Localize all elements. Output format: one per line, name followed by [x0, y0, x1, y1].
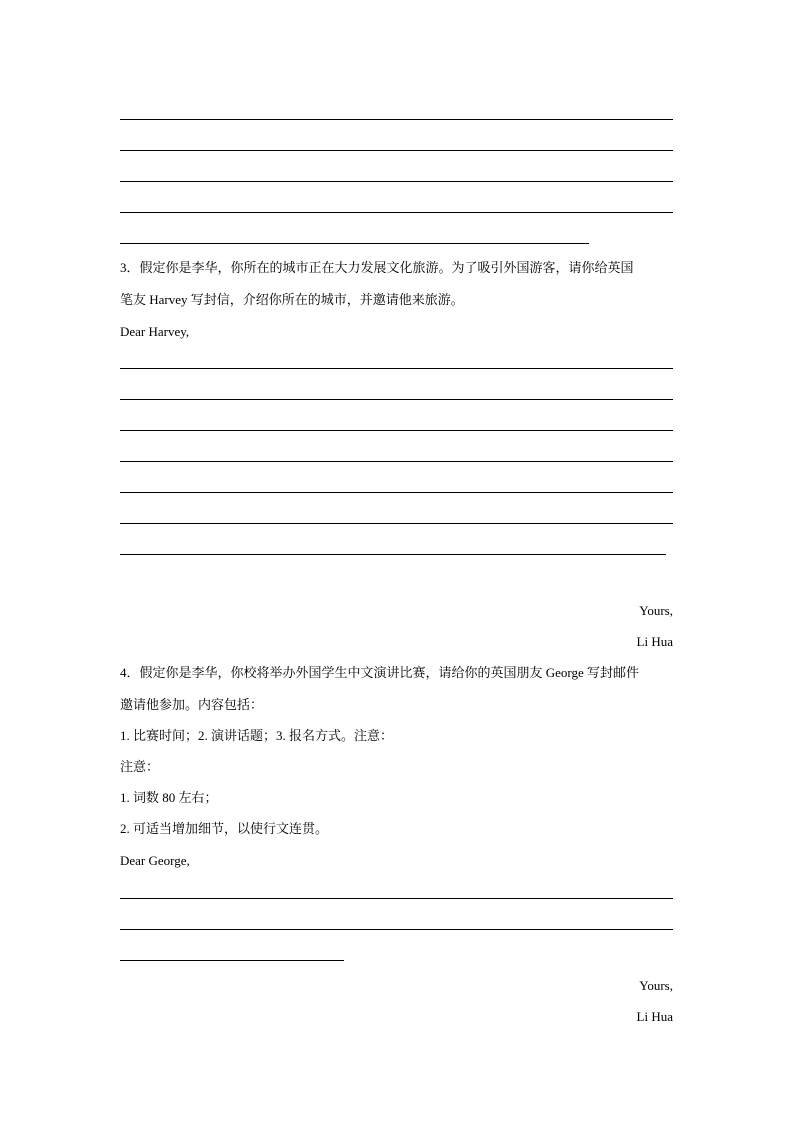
- question-4-note-2: 2. 可适当增加细节，以使行文连贯。: [120, 821, 329, 836]
- writing-line-short: [120, 554, 666, 555]
- writing-line-short: [120, 960, 344, 961]
- writing-line: [120, 929, 673, 930]
- writing-line: [120, 181, 673, 182]
- writing-line: [120, 430, 673, 431]
- writing-line: [120, 399, 673, 400]
- question-4-prompt-line-1: 4．假定你是李华，你校将举办外国学生中文演讲比赛，请给你的英国朋友 George 写封邮件: [120, 665, 640, 680]
- question-3-prompt-line-1: 3．假定你是李华，你所在的城市正在大力发展文化旅游。为了吸引外国游客，请你给英国: [120, 260, 634, 275]
- writing-line-short: [120, 243, 589, 244]
- question-3-prompt-line-2: 笔友 Harvey 写封信，介绍你所在的城市，并邀请他来旅游。: [120, 292, 464, 307]
- question-4-prompt-line-2: 邀请他参加。内容包括：: [120, 697, 264, 712]
- writing-line: [120, 492, 673, 493]
- writing-line: [120, 898, 673, 899]
- question-4-salutation: Dear George,: [120, 853, 190, 868]
- writing-line: [120, 212, 673, 213]
- writing-line: [120, 368, 673, 369]
- writing-line: [120, 150, 673, 151]
- question-4-content-points: 1. 比赛时间；2. 演讲话题；3. 报名方式。注意：: [120, 728, 394, 743]
- writing-line: [120, 523, 673, 524]
- question-4-note-1: 1. 词数 80 左右；: [120, 790, 218, 805]
- question-4-signature: Li Hua: [636, 1009, 673, 1024]
- question-3-salutation: Dear Harvey,: [120, 324, 190, 339]
- question-3-signature: Li Hua: [636, 634, 673, 649]
- question-4-notes-heading: 注意：: [120, 759, 160, 774]
- question-4-closing: Yours,: [639, 978, 673, 993]
- writing-line: [120, 461, 673, 462]
- writing-line: [120, 119, 673, 120]
- question-3-closing: Yours,: [639, 603, 673, 618]
